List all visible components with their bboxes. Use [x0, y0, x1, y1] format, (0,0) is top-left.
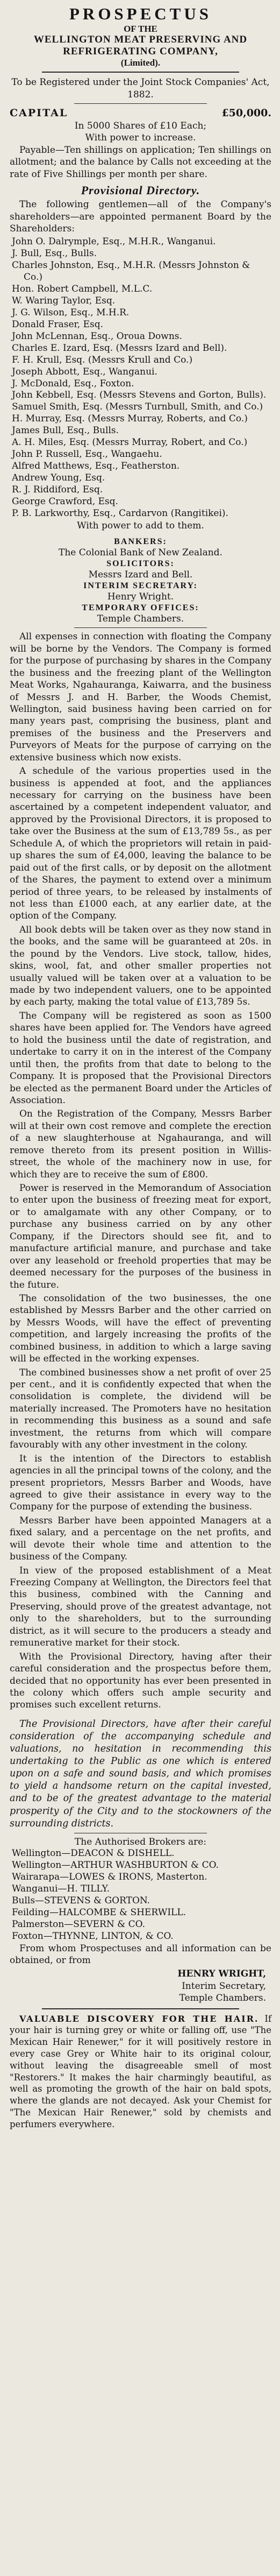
bankers-heading: BANKERS:: [114, 537, 167, 547]
director-item: John Kebbell, Esq. (Messrs Stevens and Gorton, Bulls).: [12, 390, 267, 401]
director-item: F. H. Krull, Esq. (Messrs Krull and Co.): [12, 354, 193, 365]
limited-line: (Limited).: [120, 57, 161, 68]
broker-item: Wellington—ARTHUR WASHBURTON & CO.: [12, 1860, 219, 1871]
signature-title: Interim Secretary,: [182, 1980, 266, 1992]
director-item: Hon. Robert Campbell, M.L.C.: [12, 284, 153, 295]
offices-value: Temple Chambers.: [97, 613, 184, 624]
solicitors-value: Messrs Izard and Bell.: [88, 569, 193, 581]
body-paragraph: All book debts will be taken over as they now stand in the books, and the same will be guaranteed at 20s. in the pound by the Vendors. Live stock, tallow, hides, skins, wool, fat, and other smaller properties not usually valued will be taken over at a valuation to be made by two independent valuers, one to be appointed by each party, making the total value of £13,789 5s.: [10, 924, 271, 1008]
director-item: Donald Fraser, Esq.: [12, 319, 103, 330]
body-paragraph: The combined businesses show a net profit of over 25 per cent., and it is confidently expected that when the consolidation is complete, the dividend will be materially increased. The Promoters have no hesitation in recommending this business as a sound and safe investment, the returns from which will compare favourably with any other investment in the colony.: [10, 1367, 271, 1451]
director-item: J. Bull, Esq., Bulls.: [12, 248, 97, 259]
director-list: [10, 236, 271, 519]
broker-item: Feilding—HALCOMBE & SHERWILL.: [12, 1907, 186, 1918]
director-item: W. Waring Taylor, Esq.: [12, 295, 116, 307]
of-the-line: OF THE: [124, 23, 157, 34]
director-item: J. McDonald, Esq., Foxton.: [12, 378, 134, 389]
signature-name: HENRY WRIGHT,: [177, 1968, 266, 1980]
director-item: A. H. Miles, Esq. (Messrs Murray, Robert, and Co.): [12, 437, 248, 448]
secretary-heading: INTERIM SECRETARY:: [83, 581, 198, 590]
body-paragraph: In view of the proposed establishment of a Meat Freezing Company at Wellington, the Directors feel that this business, combined with the Canning and Preserving, should prove of the greatest advantage, not only to the shareholders, but to the surrounding district, as it will secure to the producers a steady and remunerative market for their stock.: [10, 1565, 271, 1649]
director-item: Samuel Smith, Esq. (Messrs Turnbull, Smith, and Co.): [12, 401, 263, 413]
prospectus-title: PROSPECTUS: [69, 4, 212, 23]
divider: [42, 2008, 239, 2009]
director-item: Joseph Abbott, Esq., Wanganui.: [12, 366, 157, 377]
bankers-value: The Colonial Bank of New Zealand.: [59, 547, 222, 559]
broker-item: Wanganui—H. TILLY.: [12, 1883, 110, 1894]
directory-heading: Provisional Directory.: [81, 184, 200, 197]
body-paragraph: The consolidation of the two businesses, the one established by Messrs Barber and the other carried on by Messrs Woods, will have the effect of preventing competition, and largely increasing the profits of the combined business, in addition to which a large saving will be effected in the working expenses.: [10, 1293, 271, 1365]
signature-place: Temple Chambers.: [179, 1993, 266, 2004]
divider: [74, 627, 207, 628]
director-item: John McLennan, Esq., Oroua Downs.: [12, 330, 182, 342]
body-paragraph: It is the intention of the Directors to establish agencies in all the principal towns of the colony, and the present proprietors, Messrs Barber and Woods, have agreed to give their assistance in every way to the Company for the purpose of extending the business.: [10, 1453, 271, 1513]
director-item: John P. Russell, Esq., Wangaehu.: [12, 449, 162, 460]
director-item: John O. Dalrymple, Esq., M.H.R., Wanganui.: [12, 236, 216, 248]
shares-line: In 5000 Shares of £10 Each;: [74, 120, 207, 131]
director-item: James Bull, Esq., Bulls.: [12, 425, 119, 436]
directory-intro: The following gentlemen—all of the Company's shareholders—are appointed permanent Board by the Shareholders:: [10, 199, 271, 235]
solicitors-heading: SOLICITORS:: [106, 559, 175, 568]
director-item: H. Murray, Esq. (Messrs Murray, Roberts, and Co.): [12, 413, 248, 425]
capital-value: £50,000.: [221, 107, 271, 119]
divider: [74, 103, 207, 104]
director-item: P. B. Larkworthy, Esq., Cardarvon (Rangitikei).: [12, 507, 228, 519]
director-item: Charles Johnston, Esq., M.H.R. (Messrs Johnston & Co.): [12, 260, 250, 283]
body-paragraph: The Company will be registered as soon as 1500 shares have been applied for. The Vendors have agreed to hold the business until the date of registration, and undertake to carry it on in the interest of the Company until then, the profits from that date to belong to the Company. It is proposed that the Provisional Directors be elected as the permanent Board under the Articles of Association.: [10, 1010, 271, 1106]
broker-item: Wairarapa—LOWES & IRONS, Masterton.: [12, 1871, 207, 1882]
body-paragraph: All expenses in connection with floating the Company will be borne by the Vendors. The Company is formed for the purpose of purchasing by shares in the Company the business and the freezing plant of the Wellington Meat Works, Ngahauranga, Kaiwarra, and the business of Messrs J. and H. Barber, the Woods Chemist, Wellington, said business having been carried on for many years past, comprising the business, plant and premises of the business and the Preservers and Purveyors of Meats for the purpose of carrying on the extensive business which now exists.: [10, 631, 271, 763]
brokers-heading: The Authorised Brokers are:: [74, 1836, 207, 1847]
director-item: Andrew Young, Esq.: [12, 472, 105, 483]
closing-statement: The Provisional Directors, have after their careful consideration of the accompanying schedule and valuations, no hesitation in recommending this undertaking to the Public as one which is entered upon on a safe and sound basis, and which promises to yield a handsome return on the capital invested, and to be of the greatest advantage to the material prosperity of the City and to the stockowners of the surrounding districts.: [10, 1718, 271, 1829]
broker-item: Bulls—STEVENS & GORTON.: [12, 1895, 150, 1906]
broker-item: Wellington—DEACON & DISHELL.: [12, 1848, 175, 1859]
capital-row: [10, 107, 271, 120]
capital-label: CAPITAL: [10, 107, 68, 119]
brokers-note: From whom Prospectuses and all information can be obtained, or from: [10, 1943, 271, 1966]
advert-text: If your hair is turning grey or white or falling off, use "The Mexican Hair Renewer," for it will positively restore in every case Grey or White hair to its original colour, without leaving the disagreeable smell of most "Restorers." It makes the hair charmingly beautiful, as well as promoting the growth of the hair on bald spots, where the glands are not decayed. Ask your Chemist for "The Mexican Hair Renewer," sold by chemists and perfumers everywhere.: [10, 2013, 271, 2129]
director-item: J. G. Wilson, Esq., M.H.R.: [12, 307, 130, 319]
director-item: Charles E. Izard, Esq. (Messrs Izard and Bell).: [12, 342, 227, 354]
body-paragraph: On the Registration of the Company, Messrs Barber will at their own cost remove and complete the erection of a new slaughterhouse at Ngahauranga, and will remove thereto from its present position in Willis-street, the whole of the machinery now in use, for which they are to receive the sum of £800.: [10, 1109, 271, 1180]
hair-advert: [10, 2013, 271, 2130]
payable-terms: Payable—Ten shillings on application; Ten shillings on allotment; and the balance by Calls not exceeding at the rate of Five Shillings per month per share.: [10, 144, 271, 180]
director-item: R. J. Riddiford, Esq.: [12, 484, 103, 495]
director-item: Alfred Matthews, Esq., Featherston.: [12, 461, 180, 471]
offices-heading: TEMPORARY OFFICES:: [82, 603, 199, 612]
body-paragraph: Power is reserved in the Memorandum of Association to enter upon the business of freezing meat for export, or to amalgamate with any other Company, or to purchase any business carried on by any other Company, if the Directors should see fit, and to manufacture artificial manure, and purchase and take over any leasehold or freehold properties that may be deemed necessary for the purposes of the business in the future.: [10, 1183, 271, 1290]
broker-item: Palmerston—SEVERN & CO.: [12, 1918, 146, 1930]
divider: [42, 72, 239, 73]
directory-power: With power to add to them.: [77, 520, 204, 531]
company-name: WELLINGTON MEAT PRESERVING AND REFRIGERATING COMPANY,: [33, 34, 248, 58]
registration-line: To be Registered under the Joint Stock Companies' Act, 1882.: [11, 77, 270, 100]
body-paragraph: Messrs Barber have been appointed Managers at a fixed salary, and a percentage on the net profits, and will devote their whole time and attention to the business of the Company.: [10, 1515, 271, 1563]
shares-note: With power to increase.: [85, 132, 196, 144]
body-paragraph: A schedule of the various properties used in the business is appended at foot, and the appliances necessary for carrying on the business have been ascertained by a competent independent valuator, and approved by the Provisional Directors, it is proposed to take over the Business at the sum of £13,789 5s., as per Schedule A, of which the proprietors will retain in paid-up shares the sum of £4,000, leaving the balance to be paid out of the first calls, or by deposit on the allotment of the Shares, the payment to extend over a minimum period of three years, to be released by instalments of not less than £1000 each, at any earlier date, at the option of the Company.: [10, 766, 271, 922]
broker-list: [10, 1848, 271, 1942]
broker-item: Foxton—THYNNE, LINTON, & CO.: [12, 1930, 174, 1942]
body-paragraph: With the Provisional Directory, having after their careful consideration and the prospectus before them, decided that no opportunity has ever been presented in the colony which offers such ample security and promises such excellent returns.: [10, 1651, 271, 1711]
director-item: George Crawford, Esq.: [12, 496, 118, 507]
secretary-value: Henry Wright.: [107, 591, 174, 603]
advert-heading: VALUABLE DISCOVERY FOR THE HAIR.: [19, 2013, 259, 2024]
